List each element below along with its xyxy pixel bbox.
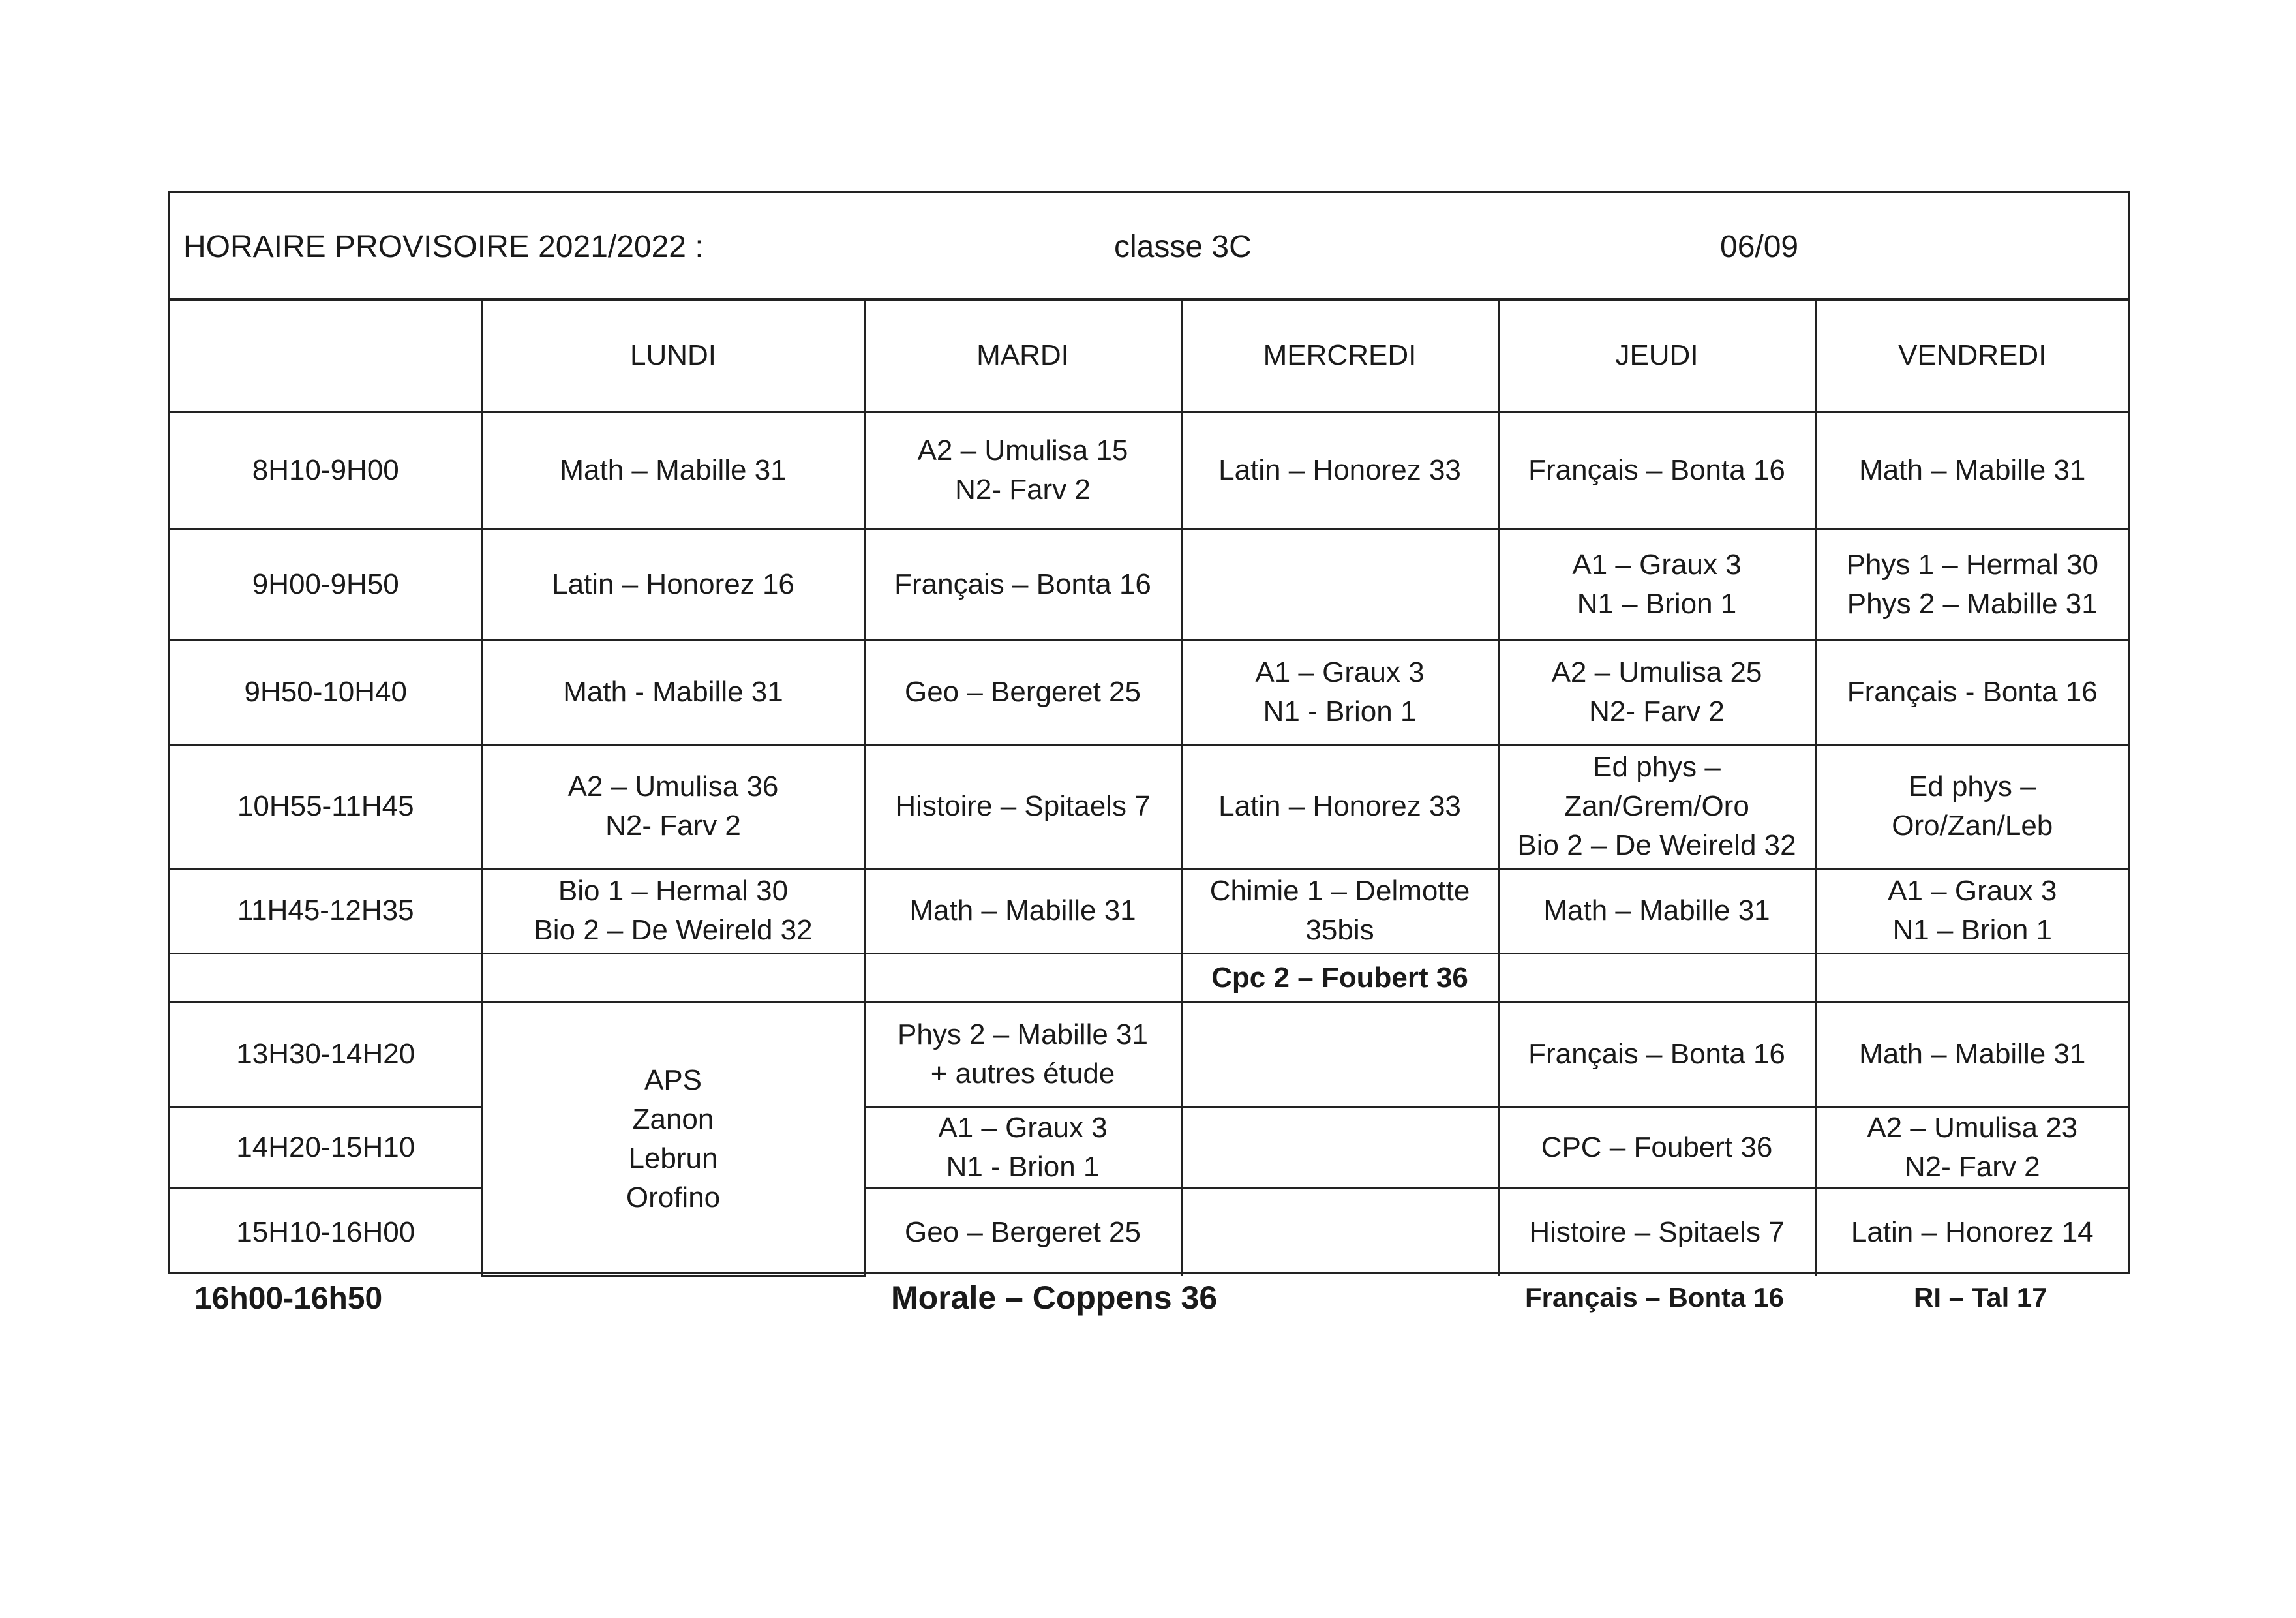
course-line: Math – Mabille 31: [1859, 454, 2086, 486]
course-line: N1 – Brion 1: [1892, 914, 2053, 946]
course-cell: [482, 640, 864, 744]
course-line: Math – Mabille 31: [1543, 894, 1770, 926]
footer-ri-course: RI – Tal 17: [1914, 1282, 2047, 1313]
schedule-header: [170, 193, 2128, 301]
course-line: Français – Bonta 16: [894, 568, 1151, 600]
day-header-lundi: LUNDI: [482, 301, 864, 412]
course-line: Orofino: [626, 1182, 721, 1214]
schedule-date: 06/09: [1720, 230, 1799, 264]
course-cell: [864, 529, 1181, 640]
course-line: A1 – Graux 3: [1572, 549, 1742, 581]
course-cell: [1815, 640, 2128, 744]
course-cell: [1181, 640, 1498, 744]
table-row: [170, 1107, 2128, 1188]
course-cell: [864, 1107, 1181, 1188]
time-slot: 15H10-16H00: [170, 1188, 482, 1276]
course-line: N2- Farv 2: [605, 810, 741, 842]
course-line: Oro/Zan/Leb: [1892, 810, 2053, 842]
schedule-title: HORAIRE PROVISOIRE 2021/2022 :: [183, 230, 704, 264]
footer-morale-course: Morale – Coppens 36: [891, 1279, 1218, 1316]
course-cell: [1498, 1002, 1815, 1107]
empty-cell: [170, 953, 482, 1002]
aps-block-cell: [482, 1002, 864, 1276]
course-cell: [1498, 640, 1815, 744]
course-line: Latin – Honorez 16: [552, 568, 794, 600]
empty-cell: [1498, 953, 1815, 1002]
course-line: Latin – Honorez 33: [1218, 454, 1461, 486]
footer-time-slot: 16h00-16h50: [194, 1281, 383, 1316]
time-slot: 9H50-10H40: [170, 640, 482, 744]
empty-cell: [1181, 1107, 1498, 1188]
course-cell: [1815, 868, 2128, 953]
course-line: Math – Mabille 31: [909, 894, 1136, 926]
course-line: A2 – Umulisa 25: [1551, 656, 1762, 688]
course-line: Français – Bonta 16: [1528, 454, 1785, 486]
course-cell: [1815, 529, 2128, 640]
course-line: A1 – Graux 3: [1255, 656, 1425, 688]
day-header-row: [170, 301, 2128, 412]
course-cell: [1815, 412, 2128, 529]
course-cell: [1498, 744, 1815, 868]
course-line: Bio 1 – Hermal 30: [558, 875, 789, 907]
day-header-mercredi: MERCREDI: [1181, 301, 1498, 412]
course-cell: [864, 744, 1181, 868]
empty-cell: [1181, 1188, 1498, 1276]
course-cell: [1815, 1188, 2128, 1276]
table-row: [170, 744, 2128, 868]
course-cell: [1498, 1107, 1815, 1188]
class-label: classe 3C: [1114, 230, 1252, 264]
footer-francais-course: Français – Bonta 16: [1525, 1282, 1784, 1313]
table-row: [170, 1002, 2128, 1107]
time-slot: 8H10-9H00: [170, 412, 482, 529]
empty-cell: [864, 953, 1181, 1002]
course-line: Math – Mabille 31: [560, 454, 787, 486]
empty-cell: [1815, 953, 2128, 1002]
table-row: [170, 412, 2128, 529]
table-row: [170, 1188, 2128, 1276]
course-cell: [1181, 529, 1498, 640]
table-row: [170, 640, 2128, 744]
course-line: A2 – Umulisa 23: [1867, 1111, 2078, 1144]
course-line: N2- Farv 2: [1904, 1150, 2040, 1183]
corner-cell: [170, 301, 482, 412]
course-cell: [1498, 412, 1815, 529]
course-line: Lebrun: [628, 1142, 718, 1174]
course-line: Latin – Honorez 14: [1850, 1216, 2094, 1249]
course-line: N2- Farv 2: [955, 474, 1091, 506]
course-cell: [864, 640, 1181, 744]
lunch-row: [170, 953, 2128, 1002]
course-cell: [864, 1002, 1181, 1107]
course-line: Geo – Bergeret 25: [904, 1216, 1141, 1249]
course-cell: [1498, 1188, 1815, 1276]
course-line: Bio 2 – De Weireld 32: [534, 914, 813, 946]
course-cell: [482, 744, 864, 868]
course-cell: [1815, 744, 2128, 868]
course-line: Phys 2 – Mabille 31: [1847, 588, 2098, 620]
day-header-vendredi: VENDREDI: [1815, 301, 2128, 412]
course-line: Histoire – Spitaels 7: [1529, 1216, 1785, 1249]
course-line: A1 – Graux 3: [938, 1111, 1108, 1144]
course-cell: [864, 1188, 1181, 1276]
lunch-course-cell: Cpc 2 – Foubert 36: [1181, 953, 1498, 1002]
time-slot: 11H45-12H35: [170, 868, 482, 953]
course-line: N2- Farv 2: [1589, 695, 1725, 727]
time-slot: 10H55-11H45: [170, 744, 482, 868]
time-slot: 9H00-9H50: [170, 529, 482, 640]
course-cell: [482, 529, 864, 640]
course-line: Français – Bonta 16: [1528, 1038, 1785, 1070]
schedule-sheet: [168, 191, 2130, 1274]
course-cell: [1181, 868, 1498, 953]
course-line: APS: [644, 1064, 702, 1096]
timetable: [170, 301, 2128, 1277]
course-line: 35bis: [1305, 914, 1374, 946]
course-line: Math - Mabille 31: [563, 676, 783, 708]
course-line: N1 - Brion 1: [946, 1150, 1100, 1183]
course-line: Zan/Grem/Oro: [1564, 790, 1749, 822]
time-slot: 14H20-15H10: [170, 1107, 482, 1188]
course-cell: [482, 868, 864, 953]
course-line: Zanon: [632, 1103, 714, 1135]
course-line: + autres étude: [930, 1058, 1115, 1090]
course-cell: [864, 412, 1181, 529]
time-slot: 13H30-14H20: [170, 1002, 482, 1107]
course-cell: [482, 412, 864, 529]
course-line: A2 – Umulisa 15: [917, 435, 1128, 466]
course-line: A2 – Umulisa 36: [567, 771, 779, 802]
course-line: CPC – Foubert 36: [1541, 1131, 1773, 1163]
empty-cell: [482, 953, 864, 1002]
course-line: Chimie 1 – Delmotte: [1209, 875, 1470, 907]
course-line: N1 - Brion 1: [1263, 695, 1417, 727]
day-header-mardi: MARDI: [864, 301, 1181, 412]
course-cell: [1498, 868, 1815, 953]
course-cell: [1498, 529, 1815, 640]
course-line: Geo – Bergeret 25: [904, 676, 1141, 708]
course-cell: [864, 868, 1181, 953]
course-line: A1 – Graux 3: [1888, 875, 2057, 907]
day-header-jeudi: JEUDI: [1498, 301, 1815, 412]
course-cell: [1815, 1002, 2128, 1107]
course-line: Latin – Honorez 33: [1218, 790, 1461, 822]
course-cell: [1181, 412, 1498, 529]
course-line: Math – Mabille 31: [1859, 1038, 2086, 1070]
course-line: Bio 2 – De Weireld 32: [1517, 829, 1796, 861]
course-line: Français - Bonta 16: [1847, 676, 2098, 708]
course-line: Phys 1 – Hermal 30: [1846, 549, 2098, 581]
course-line: N1 – Brion 1: [1577, 588, 1737, 620]
course-line: Histoire – Spitaels 7: [895, 790, 1151, 822]
course-cell: [1815, 1107, 2128, 1188]
empty-cell: [1181, 1002, 1498, 1107]
table-row: [170, 868, 2128, 953]
course-cell: [1181, 744, 1498, 868]
course-line: Phys 2 – Mabille 31: [898, 1018, 1148, 1050]
course-line: Ed phys –: [1593, 751, 1721, 783]
table-row: [170, 529, 2128, 640]
course-line: Ed phys –: [1908, 771, 2036, 802]
